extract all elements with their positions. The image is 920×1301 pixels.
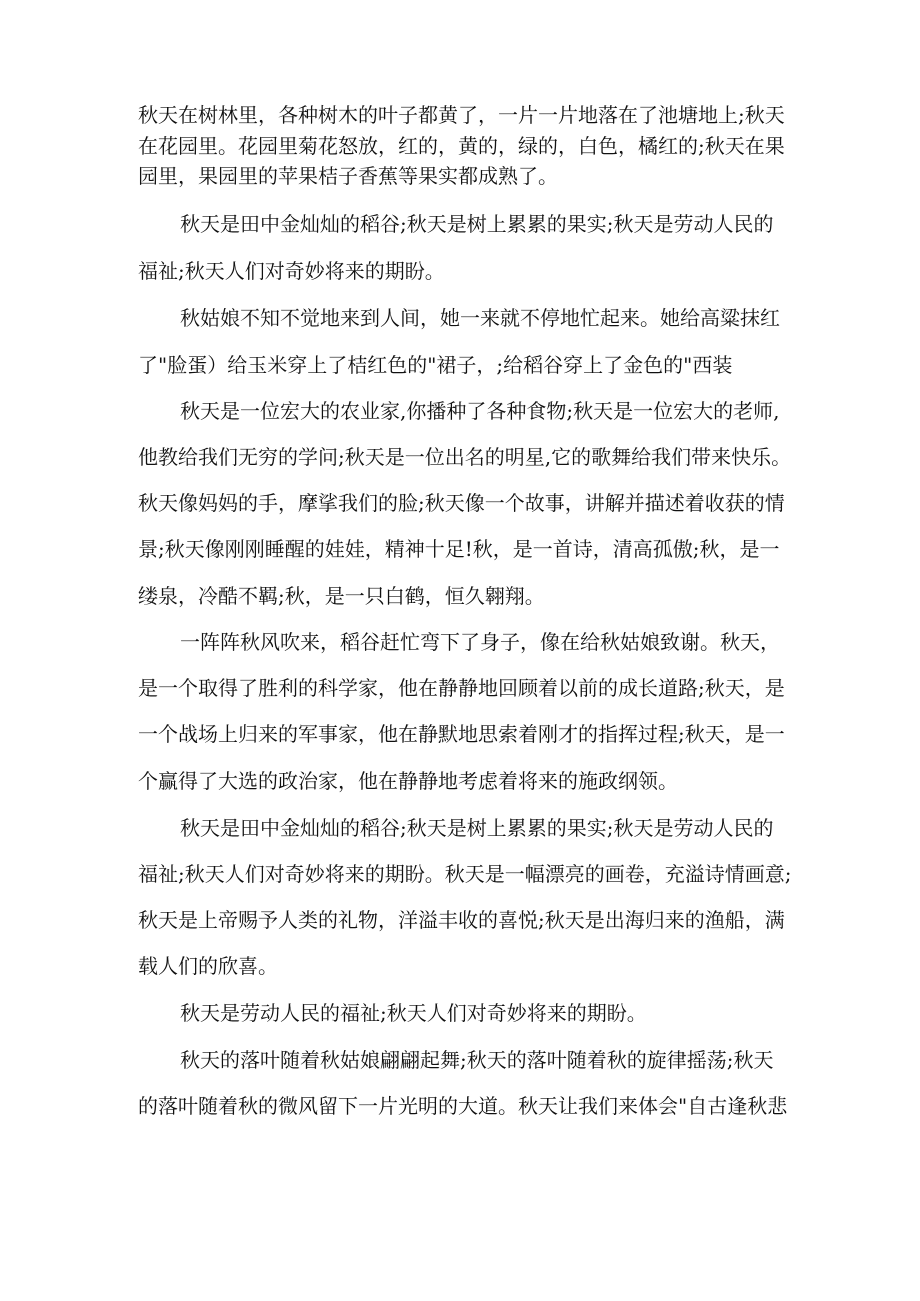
text-line: 是一个取得了胜利的科学家，他在静静地回顾着以前的成长道路;秋天，是 [138, 676, 785, 700]
text-line: 秋天的落叶随着秋姑娘翩翩起舞;秋天的落叶随着秋的旋律摇荡;秋天 [180, 1048, 774, 1072]
text-line: 载人们的欣喜。 [138, 954, 278, 978]
text-line: 秋天是劳动人民的福祉;秋天人们对奇妙将来的期盼。 [180, 1001, 647, 1025]
text-line: 在花园里。花园里菊花怒放，红的，黄的，绿的，白色，橘红的;秋天在果 [138, 134, 785, 158]
text-line: 景;秋天像刚刚睡醒的娃娃，精神十足!秋，是一首诗，清高孤傲;秋，是一 [138, 537, 780, 561]
text-line: 缕泉，冷酷不羁;秋，是一只白鹤，恒久翱翔。 [138, 584, 545, 608]
text-line: 福祉;秋天人们对奇妙将来的期盼。 [138, 259, 445, 283]
text-line: 秋姑娘不知不觉地来到人间，她一来就不停地忙起来。她给高粱抹红 [180, 306, 780, 330]
text-line: 一阵阵秋风吹来，稻谷赶忙弯下了身子，像在给秋姑娘致谢。秋天， [180, 630, 780, 654]
text-line: 秋天在树林里，各种树木的叶子都黄了，一片一片地落在了池塘地上;秋天 [138, 103, 785, 127]
text-line: 福祉;秋天人们对奇妙将来的期盼。秋天是一幅漂亮的画卷，充溢诗情画意; [138, 862, 792, 886]
text-line: 园里，果园里的苹果桔子香蕉等果实都成熟了。 [138, 164, 558, 188]
text-line: 秋天是田中金灿灿的稻谷;秋天是树上累累的果实;秋天是劳动人民的 [180, 816, 774, 840]
text-line: 一个战场上归来的军事家，他在静默地思索着刚才的指挥过程;秋天，是一 [138, 722, 785, 746]
text-line: 的落叶随着秋的微风留下一片光明的大道。秋天让我们来体会"自古逢秋悲 [138, 1094, 788, 1118]
text-line: 个赢得了大选的政治家，他在静静地考虑着将来的施政纲领。 [138, 769, 678, 793]
text-line: 秋天像妈妈的手，摩挲我们的脸;秋天像一个故事，讲解并描述着收获的情 [138, 491, 785, 515]
text-line: 秋天是上帝赐予人类的礼物，洋溢丰收的喜悦;秋天是出海归来的渔船，满 [138, 908, 785, 932]
text-line: 了"脸蛋）给玉米穿上了桔红色的"裙子，;给稻谷穿上了金色的"西装 [138, 353, 733, 377]
text-line: 秋天是一位宏大的农业家,你播种了各种食物;秋天是一位宏大的老师, [180, 399, 780, 423]
text-line: 他教给我们无穷的学问;秋天是一位出名的明星,它的歌舞给我们带来快乐。 [138, 445, 792, 469]
text-line: 秋天是田中金灿灿的稻谷;秋天是树上累累的果实;秋天是劳动人民的 [180, 212, 774, 236]
